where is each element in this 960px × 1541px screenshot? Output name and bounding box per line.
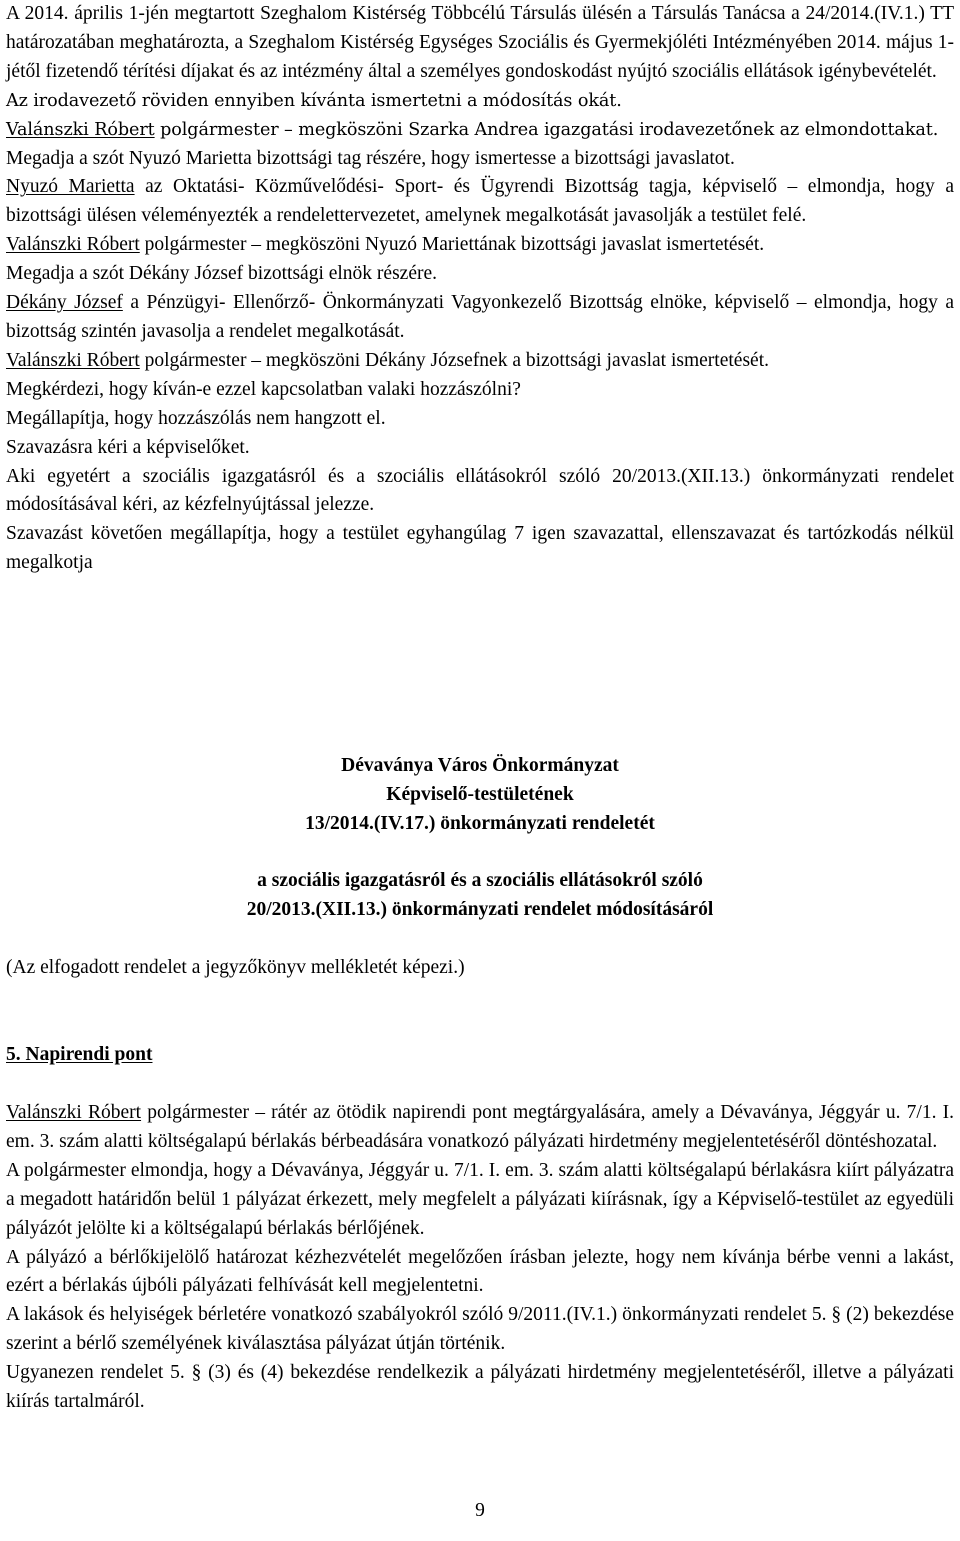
minutes-top-section [6, 0, 954, 578]
speaker-name: Valánszki Róbert [6, 234, 140, 256]
minutes-bottom-section [6, 1099, 954, 1417]
paragraph-floor-nyuzo: Megadja a szót Nyuzó Marietta bizottsági tag részére, hogy ismertesse a bizottsági javaslatot. [6, 147, 735, 169]
agenda-heading-block [6, 1041, 954, 1070]
decree-line-3: 13/2014.(IV.17.) önkormányzati rendeletét [305, 812, 655, 834]
decree-line-5: 20/2013.(XII.13.) önkormányzati rendelet módosításáról [246, 898, 714, 920]
paragraph-nyuzo: Nyuzó Marietta az Oktatási- Közművelődési- Sport- és Ügyrendi Bizottság tagja, képviselő – elmondja, hogy a bizottsági ülésen véleményezték a rendelettervezetet, amelynek megalkotását javasolják a testület felé. [6, 176, 954, 227]
speaker-name: Dékány József [6, 292, 123, 314]
paragraph-agenda-decree-ref: A lakások és helyiségek bérletére vonatkozó szabályokról szóló 9/2011.(IV.1.) önkormányzati rendelet 5. § (2) bekezdése szerint a bérlő személyének kiválasztása pályázat útján történik. [6, 1304, 954, 1355]
paragraph-dekany: Dékány József a Pénzügyi- Ellenőrző- Önkormányzati Vagyonkezelő Bizottság elnöke, képviselő – elmondja, hogy a bizottság szintén javasolja a rendelet megalkotását. [6, 292, 954, 342]
paragraph-vote-call: Szavazásra kéri a képviselőket. [6, 436, 250, 458]
paragraph-agenda-details: A polgármester elmondja, hogy a Dévaványa, Jéggyár u. 7/1. I. em. 3. szám alatti költségalapú bérlakásra kiírt pályázatra a megadott határidőn belül 1 pályázat érkezett, mely megfelelt a pályázati kiírásnak, így a Képviselő-testület az egyedüli pályázót jelölte ki a költségalapú bérlakás bérlőjének. [6, 1159, 954, 1239]
speaker-name: Valánszki Róbert [6, 1102, 142, 1123]
paragraph-question: Megkérdezi, hogy kíván-e ezzel kapcsolatban valaki hozzászólni? [6, 378, 521, 400]
paragraph-floor-dekany: Megadja a szót Dékány József bizottsági elnök részére. [6, 263, 437, 285]
paragraph-mayor-thanks-1: Valánszki Róbert polgármester – megköszöni Szarka Andrea igazgatási irodavezetőnek az elmondottakat. [6, 119, 939, 140]
speaker-name: Valánszki Róbert [6, 349, 140, 371]
speaker-name: Valánszki Róbert [6, 119, 155, 140]
agenda-title: 5. Napirendi pont [6, 1044, 153, 1065]
paragraph-mayor-thanks-3: Valánszki Róbert polgármester – megköszöni Dékány Józsefnek a bizottsági javaslat ismertetését. [6, 349, 769, 371]
decree-line-4: a szociális igazgatásról és a szociális ellátásokról szóló [257, 870, 703, 891]
decree-line-2: Képviselő-testületének [386, 783, 574, 805]
speaker-name: Nyuzó Marietta [6, 176, 135, 198]
paragraph-agenda-decree-ref-2: Ugyanezen rendelet 5. § (3) és (4) bekezdése rendelkezik a pályázati hirdetmény megjelentetéséről, illetve a pályázati kiírás tartalmáról. [6, 1362, 954, 1413]
paragraph-office-head: Az irodavezető röviden ennyiben kívánta ismertetni a módosítás okát. [6, 90, 622, 111]
paragraph-vote-result: Szavazást követően megállapítja, hogy a testület egyhangúlag 7 igen szavazattal, ellenszavazat és tartózkodás nélkül megalkotja [6, 523, 954, 574]
decree-title-block [6, 752, 954, 839]
paragraph-mayor-thanks-2: Valánszki Róbert polgármester – megköszöni Nyuzó Mariettának bizottsági javaslat ismertetését. [6, 234, 765, 256]
paragraph-agenda-withdrawal: A pályázó a bérlőkijelölő határozat kézhezvételét megelőzően írásban jelezte, hogy nem kívánja bérbe venni a lakást, ezért a bérlakás újbóli pályázati felhívását kell megjelentetni. [6, 1246, 954, 1297]
paragraph-vote-question: Aki egyetért a szociális igazgatásról és a szociális ellátásokról szóló 20/2013.(XII.13.) önkormányzati rendelet módosításával kéri, az kézfelnyújtással jelezze. [6, 465, 954, 516]
decree-line-1: Dévaványa Város Önkormányzat [341, 755, 619, 776]
paragraph-agenda-intro: Valánszki Róbert polgármester – rátér az ötödik napirendi pont megtárgyalására, amely a Dévaványa, Jéggyár u. 7/1. I. em. 3. szám alatti költségalapú bérlakás bérbeadására vonatkozó pályázati hirdetmény megjelentetéséről döntéshozatal. [6, 1102, 954, 1152]
paragraph-no-comment: Megállapítja, hogy hozzászólás nem hangzott el. [6, 407, 386, 429]
decree-note: (Az elfogadott rendelet a jegyzőkönyv mellékletét képezi.) [6, 957, 465, 978]
page-number: 9 [475, 1500, 485, 1521]
decree-subject-block [6, 867, 954, 925]
paragraph-intro: A 2014. április 1-jén megtartott Szeghalom Kistérség Többcélú Társulás ülésén a Társulás Tanácsa a 24/2014.(IV.1.) TT határozatában meghatározta, a Szeghalom Kistérség Egységes Szociális és Gyermekjóléti Intézményében 2014. május 1-jétől fizetendő térítési díjakat és az intézmény által a személyes gondoskodást nyújtó szociális ellátások igénybevételét. [6, 3, 954, 82]
decree-note-block [6, 954, 954, 983]
